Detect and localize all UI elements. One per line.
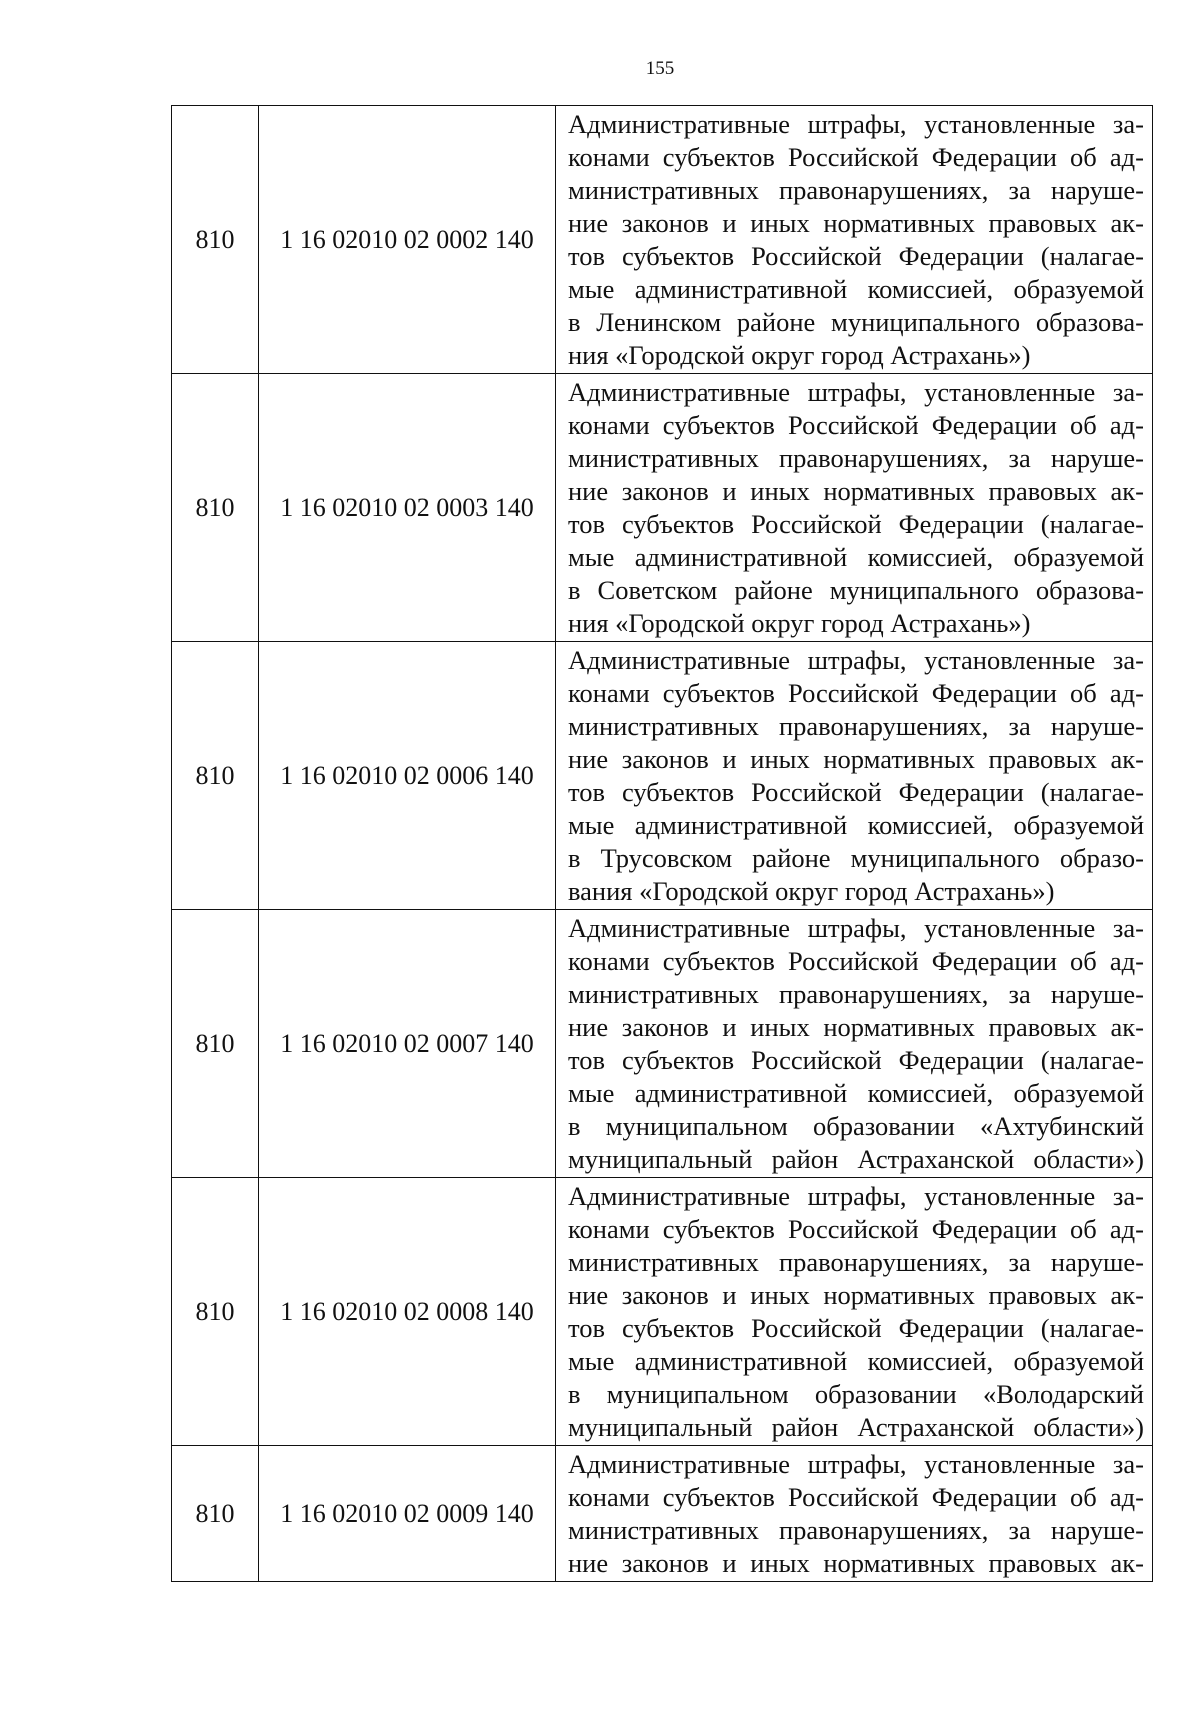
description-line: мые административной комиссией, образуемой — [568, 1346, 1144, 1376]
description-line: Административные штрафы, установленные за- — [568, 645, 1144, 675]
description-line: мые административной комиссией, образуемой — [568, 1078, 1144, 1108]
description-line: ние законов и иных нормативных правовых ак- — [568, 744, 1144, 774]
description-line: министративных правонарушениях, за наруше- — [568, 175, 1144, 205]
description-line: ния «Городской округ город Астрахань») — [568, 608, 1031, 638]
description-line: в муниципальном образовании «Ахтубинский — [568, 1111, 1144, 1141]
description-line: конами субъектов Российской Федерации об ад- — [568, 678, 1144, 708]
table-row — [172, 910, 1153, 1178]
description-line: конами субъектов Российской Федерации об ад- — [568, 410, 1144, 440]
description-line: мые административной комиссией, образуемой — [568, 810, 1144, 840]
description-line: в муниципальном образовании «Володарский — [568, 1379, 1144, 1409]
table-row — [172, 374, 1153, 642]
description-line: муниципальный район Астраханской области») — [568, 1412, 1144, 1442]
description-line: конами субъектов Российской Федерации об ад- — [568, 1214, 1144, 1244]
description-cell — [556, 1178, 1153, 1446]
description-line: ние законов и иных нормативных правовых ак- — [568, 1548, 1144, 1578]
admin-code-cell: 810 — [172, 642, 259, 910]
description-line: тов субъектов Российской Федерации (налагае- — [568, 1045, 1144, 1075]
description-line: ние законов и иных нормативных правовых ак- — [568, 476, 1144, 506]
description-line: в Трусовском районе муниципального образо- — [568, 843, 1144, 873]
revenue-codes-table — [171, 105, 1153, 1582]
kbk-code-cell: 1 16 02010 02 0003 140 — [259, 374, 556, 642]
description-line: муниципальный район Астраханской области») — [568, 1144, 1144, 1174]
page-number: 155 — [645, 58, 675, 79]
description-line: тов субъектов Российской Федерации (налагае- — [568, 1313, 1144, 1343]
description-line: тов субъектов Российской Федерации (налагае- — [568, 777, 1144, 807]
admin-code-cell: 810 — [172, 1446, 259, 1582]
description-line: министративных правонарушениях, за наруше- — [568, 443, 1144, 473]
description-cell — [556, 1446, 1153, 1582]
description-line: конами субъектов Российской Федерации об ад- — [568, 1482, 1144, 1512]
kbk-code-cell: 1 16 02010 02 0006 140 — [259, 642, 556, 910]
admin-code-cell: 810 — [172, 910, 259, 1178]
description-line: Административные штрафы, установленные за- — [568, 913, 1144, 943]
description-cell — [556, 106, 1153, 374]
description-line: Административные штрафы, установленные за- — [568, 1181, 1144, 1211]
table-row — [172, 642, 1153, 910]
description-line: в Советском районе муниципального образова- — [568, 575, 1144, 605]
description-cell — [556, 374, 1153, 642]
table-row — [172, 106, 1153, 374]
description-line: тов субъектов Российской Федерации (налагае- — [568, 509, 1144, 539]
description-line: министративных правонарушениях, за наруше- — [568, 711, 1144, 741]
table-row — [172, 1446, 1153, 1582]
description-line: тов субъектов Российской Федерации (налагае- — [568, 241, 1144, 271]
kbk-code-cell: 1 16 02010 02 0007 140 — [259, 910, 556, 1178]
admin-code-cell: 810 — [172, 374, 259, 642]
kbk-code-cell: 1 16 02010 02 0002 140 — [259, 106, 556, 374]
description-line: ние законов и иных нормативных правовых ак- — [568, 1280, 1144, 1310]
description-line: вания «Городской округ город Астрахань») — [568, 876, 1055, 906]
description-line: министративных правонарушениях, за наруше- — [568, 1515, 1144, 1545]
description-line: Административные штрафы, установленные за- — [568, 377, 1144, 407]
description-line: министративных правонарушениях, за наруше- — [568, 979, 1144, 1009]
table-row — [172, 1178, 1153, 1446]
description-line: конами субъектов Российской Федерации об ад- — [568, 142, 1144, 172]
kbk-code-cell: 1 16 02010 02 0009 140 — [259, 1446, 556, 1582]
description-line: ние законов и иных нормативных правовых ак- — [568, 1012, 1144, 1042]
description-line: конами субъектов Российской Федерации об ад- — [568, 946, 1144, 976]
description-cell — [556, 910, 1153, 1178]
admin-code-cell: 810 — [172, 106, 259, 374]
kbk-code-cell: 1 16 02010 02 0008 140 — [259, 1178, 556, 1446]
description-line: мые административной комиссией, образуемой — [568, 542, 1144, 572]
description-line: в Ленинском районе муниципального образова- — [568, 307, 1144, 337]
description-line: ние законов и иных нормативных правовых ак- — [568, 208, 1144, 238]
admin-code-cell: 810 — [172, 1178, 259, 1446]
description-line: ния «Городской округ город Астрахань») — [568, 340, 1031, 370]
description-line: министративных правонарушениях, за наруше- — [568, 1247, 1144, 1277]
description-line: Административные штрафы, установленные за- — [568, 1449, 1144, 1479]
description-line: мые административной комиссией, образуемой — [568, 274, 1144, 304]
description-line: Административные штрафы, установленные за- — [568, 109, 1144, 139]
description-cell — [556, 642, 1153, 910]
